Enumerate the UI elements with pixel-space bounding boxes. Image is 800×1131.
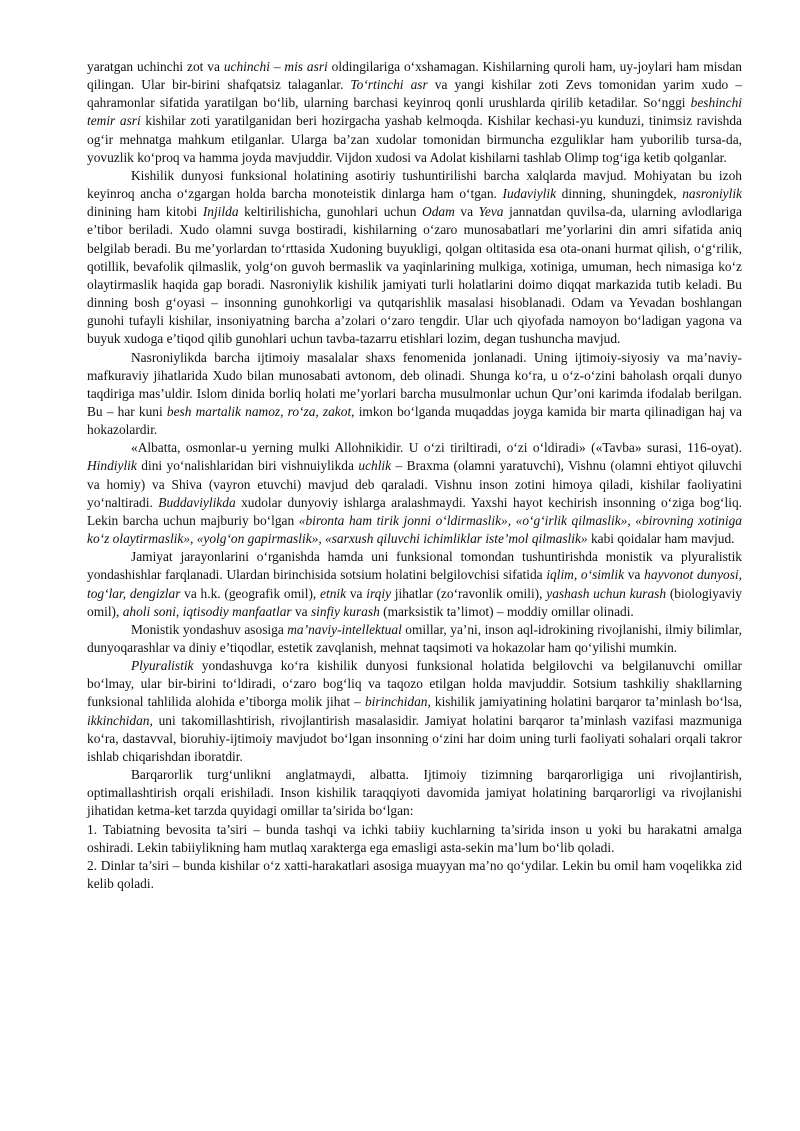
italic-text-run: beshinchi temir asri bbox=[87, 95, 742, 129]
document-body bbox=[87, 58, 742, 893]
text-run: va bbox=[291, 603, 311, 619]
paragraph bbox=[87, 621, 742, 657]
text-run: dinining ham kitobi bbox=[87, 204, 203, 220]
text-run: Barqarorlik turg‘unlikni anglatmaydi, albatta. Ijtimoiy tizimning barqarorligiga uni rivojlantirish, optimallashtirish orqali erishiladi. Inson kishilik taraqqiyoti davomida jamiyat holatining barqarorligi va rivojlanishi jihatidan ketma-ket tarzda quyidagi omillar ta’sirida bo‘lgan: bbox=[87, 767, 742, 819]
text-run: va yangi kishilar zoti Zevs tomonidan yarim xudo – qahramonlar sifatida yaratilgan bo‘lib, ularning barchasi keyinroq qonli urushlarda qirilib ketadilar. So‘nggi bbox=[87, 77, 743, 111]
italic-text-run: irqiy bbox=[366, 585, 392, 601]
paragraph bbox=[87, 58, 742, 167]
paragraph bbox=[87, 766, 742, 820]
text-run: xudolar dunyoviy ishlarga aralashmaydi. Yaxshi hayot kechirish insonning o‘ziga bog‘liq. Lekin barcha uchun majburiy bo‘lgan bbox=[87, 494, 742, 528]
text-run: – Braxma (olamni yaratuvchi), Vishnu (olamni ehtiyot qiluvchi va homiy) va Shiva (vayron etuvchi) mavjud deb qaraladi. Vishnu inson zotini himoya qiladi, kishilar faoliyatini yo‘naltiradi. bbox=[87, 458, 742, 510]
text-run: uni takomillashtirish, rivojlantirish masalasidir. Jamiyat holatini barqaror ta’minlash vazifasi mazmuniga ko‘ra, dastavval, bioruhiy-ijtimoiy mavjudot bo‘lgan insonning o‘zini har doim uning turli faoliyati sohalari orqali takror ishlab chiqarishdan iboratdir. bbox=[87, 712, 742, 764]
italic-text-run: Plyuralistik bbox=[131, 658, 194, 674]
text-run: oldingilariga o‘xshamagan. Kishilarning quroli ham, uy-joylari ham misdan qilingan. Ular bir-birini shafqatsiz talaganlar. bbox=[87, 59, 743, 93]
text-run: kishilar zoti yaratilganidan beri hozirgacha yashab kelmoqda. Kishilar kechasi-yu kunduzi, tinimsiz ravishda og‘ir mehnatga mahkum etilganlar. Ularga ba’zan xudolar tomonidan birmuncha ezguliklar ham yuborilib tursa-da, yovuzlik ko‘proq va hamma joyda mavjuddir. Vijdon xudosi va Adolat kishilarni tashlab Olimp tog‘iga ketib qolganlar. bbox=[87, 113, 743, 165]
italic-text-run: etnik bbox=[320, 585, 347, 601]
text-run: (biologiyaviy omil), bbox=[87, 585, 743, 619]
italic-text-run: Yeva bbox=[478, 204, 504, 220]
text-run: kabi qoidalar ham mavjud. bbox=[587, 531, 735, 547]
italic-text-run: To‘rtinchi asr bbox=[350, 77, 428, 93]
italic-text-run: «bironta ham tirik jonni o‘ldirmaslik», «o‘g‘irlik qilmaslik», «birovning xotiniga ko‘z olaytirmaslik», «yolg‘on gapirmaslik», «sarxush qiluvchi ichimliklar iste’mol qilmaslik» bbox=[87, 512, 742, 547]
text-run: 1. Tabiatning bevosita ta’siri – bunda tashqi va ichki tabiiy kuchlarning ta’sirida inson u yoki bu harakatni amalga oshiradi. Lekin tabiiylikning ham mutlaq xarakterga ega emasligi asta-sekin ma’lum bo‘lib qoladi. bbox=[87, 821, 742, 855]
text-run: keltirilishicha, gunohlari uchun bbox=[238, 204, 423, 220]
text-run: va bbox=[454, 204, 479, 220]
paragraph bbox=[87, 167, 742, 349]
text-run: Monistik yondashuv asosiga bbox=[131, 621, 288, 637]
text-run: Kishilik dunyosi funksional holatining asotiriy tushuntirilishi barcha xalqlarda mavjud. Mohiyatan bu izoh keyinroq ancha o‘zgargan holda barcha monoteistik dinlarga ham o‘tgan. bbox=[87, 167, 742, 202]
text-run: yondashuvga ko‘ra kishilik dunyosi funksional holatida belgilovchi va belgilanuvchi omillar bo‘lmay, ular bir-birini to‘ldiradi, o‘zaro bog‘liq va taqozo etilgan holda mavjuddir. Sotsium tashkiliy shakllarning funksional tahlilida alohida e’tiborga molik jihat – bbox=[87, 658, 742, 710]
italic-text-run: birinchidan, bbox=[364, 694, 431, 710]
text-run: «Albatta, osmonlar-u yerning mulki Allohnikidir. U o‘zi tiriltiradi, o‘zi o‘ldiradi» («Tavba» surasi, 116-oyat). bbox=[131, 440, 742, 456]
italic-text-run: yashash uchun kurash bbox=[546, 585, 667, 601]
text-run: va bbox=[346, 585, 367, 601]
italic-text-run: Iudaviylik bbox=[502, 186, 557, 202]
italic-text-run: ikkinchidan, bbox=[87, 712, 153, 728]
text-run: Nasroniylikda barcha ijtimoiy masalalar shaxs fenomenida jonlanadi. Uning ijtimoiy-siyosiy va ma’naviy-mafkuraviy jihatlarida Xudo bilan munosabati avtonom, deb olinadi. Shunga ko‘ra, u o‘z-o‘zini baholash orqali dunyo taqdiriga mas’uldir. Islom dinida borliq holati me’yorlari barcha musulmonlar uchun Qur’oni karimda ifodalab berilgan. Bu – har kuni bbox=[87, 349, 742, 419]
italic-text-run: uchinchi – mis asri bbox=[223, 59, 328, 74]
text-run: dini yo‘nalishlaridan biri vishnuiylikda bbox=[136, 458, 359, 474]
italic-text-run: aholi soni, iqtisodiy manfaatlar bbox=[122, 603, 292, 619]
text-run: dinning, shuningdek, bbox=[556, 186, 683, 202]
italic-text-run: sinfiy kurash bbox=[310, 603, 380, 619]
italic-text-run: Buddaviylikda bbox=[158, 494, 236, 510]
italic-text-run: ma’naviy-intellektual bbox=[287, 621, 402, 637]
paragraph bbox=[87, 857, 742, 893]
paragraph bbox=[87, 349, 742, 440]
italic-text-run: Hindiylik bbox=[87, 458, 137, 474]
text-run: va h.k. (geografik omil), bbox=[180, 585, 321, 601]
italic-text-run: Odam bbox=[422, 204, 455, 220]
italic-text-run: iqlim, o‘simlik bbox=[546, 567, 625, 583]
text-run: jannatdan quvilsa-da, ularning avlodlariga e’tibor beriladi. Xudo olamni suvga bostiradi, kishilarning o‘zaro munosabatlari me’yorlarini din amri sifatida aniq belgilab beradi. Bu me’yorlardan to‘rttasida Xudoning buyukligi, qolgan oltitasida esa ota-onani hurmat qilish, o‘g‘rilik, qotillik, bevafolik qilmaslik, yolg‘on guvoh bermaslik va yaqinlarining mulkiga, xotiniga, umuman, hech nimasiga ko‘z olaytirmaslik haqida gap boradi. Nasroniylik kishilik jamiyati turli holatlarini doimo diqqat markazida tutib keladi. Bu dinning bosh g‘oyasi – insonning gunohkorligi va qutqarishlik masalasi hisoblanadi. Odam va Yevadan boshlangan gunohi tufayli kishilar, insoniyatning barcha a’zolari o‘zaro tengdir. Ular uch qiyofada namoyon bo‘ladigan yagona va buyuk xudoga e’tiqod qilib gunohlari uchun tavba-tazarru etishlari lozim, degan tushuncha mavjud. bbox=[87, 204, 743, 347]
text-run: Jamiyat jarayonlarini o‘rganishda hamda uni funksional tomondan tushuntirishda monistik va plyuralistik yondashishlar farqlanadi. Ulardan birinchisida sotsium holatini belgilovchisi sifatida bbox=[87, 549, 742, 583]
paragraph bbox=[87, 657, 742, 766]
text-run: va bbox=[624, 567, 645, 583]
italic-text-run: besh martalik namoz, ro‘za, zakot, bbox=[166, 403, 355, 419]
italic-text-run: hayvonot dunyosi, tog‘lar, dengizlar bbox=[87, 567, 742, 601]
text-run: jihatlar (zo‘ravonlik omili), bbox=[391, 585, 547, 601]
text-run: kishilik jamiyatining holatini barqaror ta’minlash bo‘lsa, bbox=[430, 694, 742, 710]
text-run: 2. Dinlar ta’siri – bunda kishilar o‘z xatti-harakatlari asosiga muayyan ma’no qo‘ydilar. Lekin bu omil ham voqelikka zid kelib qoladi. bbox=[87, 857, 742, 892]
paragraph bbox=[87, 439, 742, 548]
italic-text-run: uchlik bbox=[358, 458, 392, 474]
text-run: imkon bo‘lganda muqaddas joyga kamida bir marta qilinadigan haj va hokazolardir. bbox=[87, 403, 742, 438]
italic-text-run: Injilda bbox=[202, 204, 239, 220]
text-run: (marksistik ta’limot) – moddiy omillar olinadi. bbox=[379, 603, 634, 619]
italic-text-run: nasroniylik bbox=[682, 186, 742, 202]
text-run: yaratgan uchinchi zot va bbox=[87, 59, 224, 74]
text-run: omillar, ya’ni, inson aql-idrokining rivojlanishi, ilmiy bilimlar, dunyoqarashlar va diniy e’tiqodlar, estetik zavqlanish, mehnat taqsimoti va hokazolar ham qo‘yilishi mumkin. bbox=[87, 621, 742, 655]
paragraph bbox=[87, 548, 742, 621]
paragraph bbox=[87, 821, 742, 857]
